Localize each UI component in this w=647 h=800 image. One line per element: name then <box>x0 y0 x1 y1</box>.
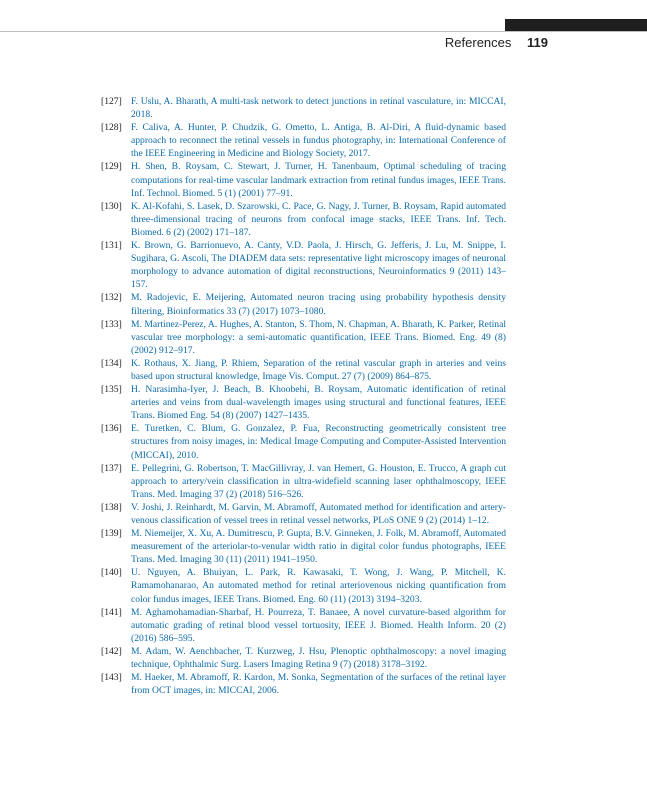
header-bar <box>505 19 647 31</box>
reference-list <box>101 95 506 697</box>
header-rule <box>0 31 647 32</box>
reference-number: [135] <box>101 384 122 396</box>
reference-link[interactable]: E. Turetken, C. Blum, G. Gonzalez, P. Fua, Reconstructing geometrically consistent tree structures from noisy images, in: Medical Image Computing and Computer-Assisted Intervention (MICCAI), 2010. <box>131 423 506 461</box>
reference-number: [140] <box>101 567 122 579</box>
reference-link[interactable]: M. Haeker, M. Abramoff, R. Kardon, M. Sonka, Segmentation of the surfaces of the retinal layer from OCT images, in: MICCAI, 2006. <box>131 672 506 697</box>
reference-number: [131] <box>101 240 122 252</box>
reference-number: [132] <box>101 292 122 304</box>
reference-link[interactable]: K. Al-Kofahi, S. Lasek, D. Szarowski, C. Pace, G. Nagy, J. Turner, B. Roysam, Rapid automated three-dimensional tracing of neurons from confocal image stacks, IEEE Trans. Inf. Tech. Biomed. 6 (2) (2002) 171–187. <box>131 200 506 238</box>
reference-link[interactable]: V. Joshi, J. Reinhardt, M. Garvin, M. Abramoff, Automated method for identification and artery-venous classification of vessel trees in retinal vessel networks, PLoS ONE 9 (2) (2014) 1–12. <box>131 501 506 526</box>
reference-number: [127] <box>101 96 122 107</box>
reference-link[interactable]: F. Caliva, A. Hunter, P. Chudzik, G. Ometto, L. Antiga, B. Al-Diri, A fluid-dynamic based approach to reconnect the retinal vessels in fundus photography, in: International Conference of the IEEE Engineering in Medicine and Biology Society, 2017. <box>131 122 506 160</box>
reference-link[interactable]: M. Niemeijer, X. Xu, A. Dumitrescu, P. Gupta, B.V. Ginneken, J. Folk, M. Abramoff, Automated measurement of the arteriolar-to-venular width ratio in digital color fundus photographs, IEEE Trans. Med. Imaging 30 (11) (2011) 1941–1950. <box>131 528 506 566</box>
reference-link[interactable]: E. Pellegrini, G. Robertson, T. MacGillivray, J. van Hemert, G. Houston, E. Trucco, A graph cut approach to artery/vein classification in ultra-widefield scanning laser ophthalmoscopy, IEEE Trans. Med. Imaging 37 (2) (2018) 516–526. <box>131 462 506 500</box>
reference-item <box>101 527 506 566</box>
reference-number: [130] <box>101 200 122 212</box>
reference-item <box>101 291 506 317</box>
reference-item <box>101 95 506 121</box>
reference-item <box>101 671 506 697</box>
reference-link[interactable]: H. Narasimha-Iyer, J. Beach, B. Khoobehi, B. Roysam, Automatic identification of retinal arteries and veins from dual-wavelength images using structural and functional features, IEEE Trans. Biomed Eng. 54 (8) (2007) 1427–1435. <box>131 384 506 422</box>
reference-number: [141] <box>101 606 122 618</box>
reference-item <box>101 645 506 671</box>
reference-item <box>101 501 506 527</box>
reference-number: [128] <box>101 122 122 134</box>
reference-number: [142] <box>101 645 122 657</box>
reference-item <box>101 239 506 291</box>
page-number: 119 <box>527 35 548 50</box>
running-head <box>0 35 548 50</box>
reference-item <box>101 200 506 239</box>
reference-item <box>101 383 506 422</box>
reference-item <box>101 357 506 383</box>
reference-link[interactable]: H. Shen, B. Roysam, C. Stewart, J. Turner, H. Tanenbaum, Optimal scheduling of tracing computations for real-time vascular landmark extraction from retinal fundus images, IEEE Trans. Inf. Technol. Biomed. 5 (1) (2001) 77–91. <box>131 161 506 199</box>
reference-link[interactable]: K. Brown, G. Barrionuevo, A. Canty, V.D. Paola, J. Hirsch, G. Jefferis, J. Lu, M. Snippe, I. Sugihara, G. Ascoli, The DIADEM data sets: representative light microscopy images of neuronal morphology to advance automation of digital reconstructions, Neuroinformatics 9 (2011) 143–157. <box>131 240 506 291</box>
reference-number: [134] <box>101 357 122 369</box>
reference-link[interactable]: F. Uslu, A. Bharath, A multi-task network to detect junctions in retinal vasculature, in: MICCAI, 2018. <box>131 96 506 121</box>
reference-number: [129] <box>101 161 122 173</box>
reference-item <box>101 606 506 645</box>
running-head-title: References <box>444 35 512 50</box>
reference-number: [143] <box>101 672 122 684</box>
reference-item <box>101 318 506 357</box>
reference-item <box>101 121 506 160</box>
reference-number: [136] <box>101 423 122 435</box>
reference-number: [138] <box>101 501 122 513</box>
reference-link[interactable]: U. Nguyen, A. Bhuiyan, L. Park, R. Kawasaki, T. Wong, J. Wang, P. Mitchell, K. Ramamohanarao, An automated method for retinal arteriovenous nicking quantification from color fundus images, IEEE Trans. Biomed. Eng. 60 (11) (2013) 3194–3203. <box>131 567 506 605</box>
reference-number: [133] <box>101 318 122 330</box>
reference-item <box>101 566 506 605</box>
reference-link[interactable]: M. Radojevic, E. Meijering, Automated neuron tracing using probability hypothesis density filtering, Bioinformatics 33 (7) (2017) 1073–1080. <box>131 292 506 317</box>
reference-link[interactable]: M. Aghamohamadian-Sharbaf, H. Pourreza, T. Banaee, A novel curvature-based algorithm for automatic grading of retinal blood vessel tortuosity, IEEE J. Biomed. Health Inform. 20 (2) (2016) 586–595. <box>131 606 506 644</box>
reference-link[interactable]: M. Adam, W. Aenchbacher, T. Kurzweg, J. Hsu, Plenoptic ophthalmoscopy: a novel imaging technique, Ophthalmic Surg. Lasers Imaging Retina 9 (7) (2018) 3178–3192. <box>131 645 506 671</box>
reference-number: [137] <box>101 462 122 474</box>
reference-link[interactable]: M. Martinez-Perez, A. Hughes, A. Stanton, S. Thom, N. Chapman, A. Bharath, K. Parker, Retinal vascular tree morphology: a semi-automatic quantification, IEEE Trans. Biomed. Eng. 49 (8) (2002) 912–917. <box>131 318 506 356</box>
reference-link[interactable]: K. Rothaus, X. Jiang, P. Rhiem, Separation of the retinal vascular graph in arteries and veins based upon structural knowledge, Image Vis. Comput. 27 (7) (2009) 864–875. <box>131 357 506 382</box>
reference-item <box>101 462 506 501</box>
reference-item <box>101 422 506 461</box>
reference-number: [139] <box>101 528 122 540</box>
reference-item <box>101 160 506 199</box>
